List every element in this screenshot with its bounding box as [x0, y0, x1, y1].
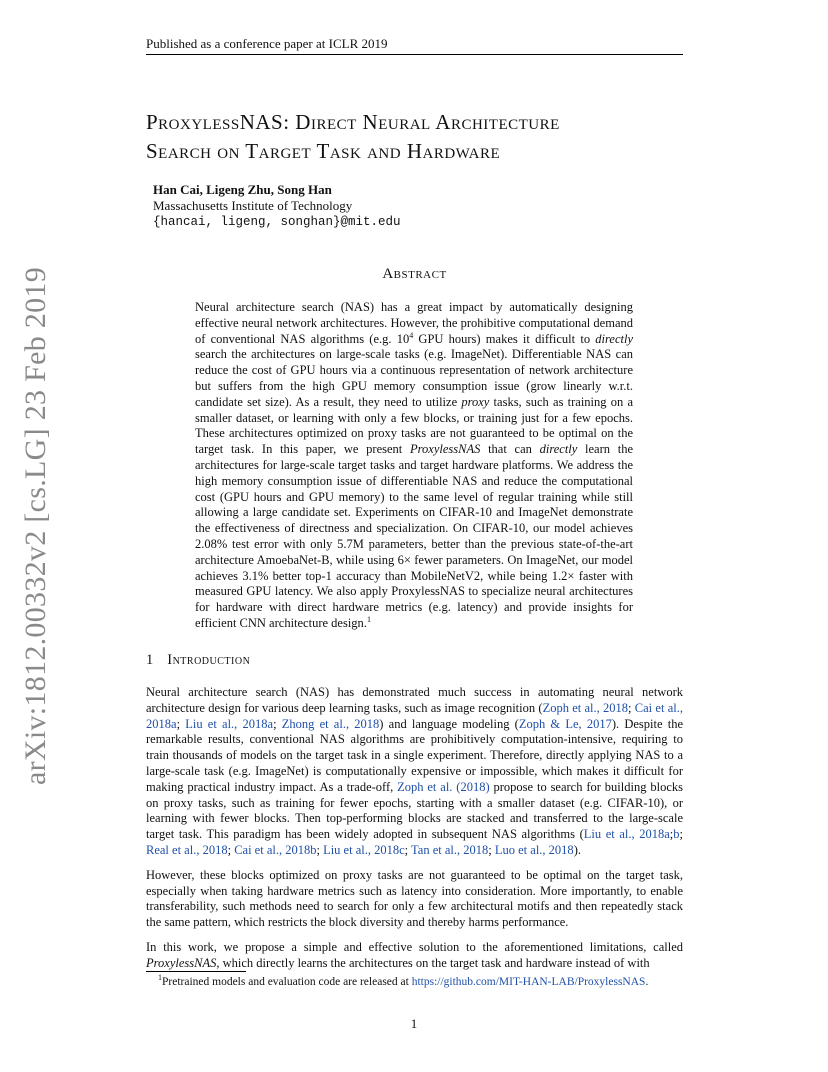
citation-link[interactable]: Tan et al., 2018 [411, 842, 489, 857]
citation-link[interactable]: b [673, 827, 680, 842]
header-rule [146, 54, 683, 55]
citation-link[interactable]: Liu et al., 2018a [185, 716, 274, 731]
citation-link[interactable]: Cai et al., 2018b [234, 842, 317, 857]
running-header: Published as a conference paper at ICLR 2019 [146, 36, 388, 51]
abstract-span: Neural architecture search (NAS) has a great impact by automatically designing effective neural network architectures. However, the prohibitive computational demand of conventional NAS algorithms (e.g. 10 [195, 300, 633, 346]
text-span: ; [404, 842, 412, 857]
abstract-text [195, 300, 633, 632]
text-span: ; [176, 716, 186, 731]
superscript: 4 [409, 330, 414, 340]
citation-link[interactable]: Liu et al., 2018a [583, 827, 670, 842]
text-span: ; [628, 700, 635, 715]
paragraph [146, 685, 683, 859]
text-span: propose to search for building blocks on proxy tasks, such as training for fewer epochs, starting with a smaller dataset (e.g. CIFAR-10), or learning with fewer blocks. Then top-performing blocks are stacked and transferred to the large-scale target task. This paradigm has been widely adopted in subsequent NAS algorithms ( [146, 779, 683, 842]
footnote-mark: 1 [158, 973, 162, 983]
footnote-rule [146, 971, 246, 972]
abstract-span: that can [480, 442, 540, 457]
footnote-mark[interactable]: 1 [366, 614, 371, 624]
paragraph: However, these blocks optimized on proxy tasks are not guaranteed to be optimal on the target task, especially when taking hardware metrics such as latency into consideration. More importantly, to enable transferability, such methods need to search for only a few architectural motifs and then repeatedly stack the same pattern, which restricts the block diversity and thereby harms performance. [146, 867, 683, 930]
abstract-heading: Abstract [382, 266, 447, 282]
footnote-text: Pretrained models and evaluation code are released at [162, 976, 412, 988]
footnote [158, 975, 648, 989]
text-span: ). [573, 842, 581, 857]
author-affiliation: Massachusetts Institute of Technology [153, 198, 353, 213]
text-span: ; [679, 827, 683, 842]
abstract-span: learn the architectures for large-scale target tasks and target hardware platforms. We address the high memory consumption issue of differentiable NAS and reduce the computational cost (GPU hours and GPU memory) to the same level of regular training while still allowing a large candidate set. Experiments on CIFAR-10 and ImageNet demonstrate the effectiveness of directness and specialization. On CIFAR-10, our model achieves 2.08% test error with only 5.7M parameters, better than the previous state-of-the-art architecture AmoebaNet-B, while using 6× fewer parameters. On ImageNet, our model achieves 3.1% better top-1 accuracy than MobileNetV2, while being 1.2× faster with measured GPU latency. We also apply ProxylessNAS to specialize neural architectures for hardware with direct hardware metrics (e.g. latency) and provide insights for efficient CNN architecture design. [195, 442, 633, 630]
text-span: ; [273, 716, 282, 731]
paper-title [146, 108, 706, 166]
citation-link[interactable]: Zhong et al., 2018 [281, 716, 380, 731]
text-span: ; [227, 842, 235, 857]
title-line-2: Search on Target Task and Hardware [146, 139, 501, 163]
citation-link[interactable]: Zoph & Le, 2017 [518, 716, 612, 731]
emphasis: directly [539, 442, 578, 457]
citation-link[interactable]: Zoph et al. (2018) [397, 779, 490, 794]
citation-link[interactable]: Zoph et al., 2018 [542, 700, 629, 715]
section-heading [146, 652, 250, 669]
author-block [153, 182, 401, 230]
emphasis: ProxylessNAS [410, 442, 481, 457]
author-email: {hancai, ligeng, songhan}@mit.edu [153, 215, 401, 229]
paragraph [146, 940, 683, 972]
footnote-text: . [645, 976, 649, 988]
text-span: , which directly learns the architectures on the target task and hardware instead of with [216, 955, 650, 970]
title-line-1: ProxylessNAS: Direct Neural Architecture [146, 110, 560, 134]
text-span: ; [488, 842, 495, 857]
text-span: ; [669, 827, 674, 842]
abstract-span: GPU hours) makes it difficult to [413, 331, 596, 346]
text-span: ) and language modeling ( [379, 716, 519, 731]
abstract-span: tasks, such as training on a smaller dataset, or learning with only a few blocks, or training just for a few epochs. These architectures optimized on proxy tasks are not guaranteed to be optimal on the target task. In this paper, we present [195, 394, 633, 457]
emphasis: proxy [461, 394, 490, 409]
text-span: In this work, we propose a simple and effective solution to the aforementioned limitations, called [146, 939, 683, 954]
citation-link[interactable]: Luo et al., 2018 [494, 842, 574, 857]
page-number: 1 [410, 1016, 418, 1031]
emphasis: ProxylessNAS [146, 955, 217, 970]
citation-link[interactable]: Real et al., 2018 [146, 842, 228, 857]
section-title: Introduction [167, 652, 251, 668]
text-span: Neural architecture search (NAS) has demonstrated much success in automating neural network architecture design for various deep learning tasks, such as image recognition ( [146, 685, 683, 715]
section-number: 1 [146, 652, 154, 668]
text-span: ; [316, 842, 324, 857]
abstract-span: search the architectures on large-scale tasks (e.g. ImageNet). Differentiable NAS can reduce the cost of GPU hours via a continuous representation of network architecture but suffers from the high GPU memory consumption issue (grow linearly w.r.t. candidate set size). As a result, they need to utilize [195, 347, 633, 409]
text-span: ). Despite the remarkable results, conventional NAS algorithms are prohibitively computation-intensive, requiring to train thousands of models on the target task in a single experiment. Therefore, directly applying NAS to a large-scale task (e.g. ImageNet) is computationally expensive or impossible, which makes it difficult for making practical industry impact. As a trade-off, [146, 716, 684, 794]
emphasis: directly [595, 331, 633, 346]
intro-body [146, 685, 683, 981]
github-link[interactable]: https://github.com/MIT-HAN-LAB/ProxylessNAS [411, 976, 646, 988]
citation-link[interactable]: Liu et al., 2018c [323, 842, 405, 857]
author-names: Han Cai, Ligeng Zhu, Song Han [153, 182, 332, 197]
arxiv-stamp: arXiv:1812.00332v2 [cs.LG] 23 Feb 2019 [19, 266, 52, 786]
citation-link[interactable]: Cai et al., 2018a [146, 700, 683, 731]
